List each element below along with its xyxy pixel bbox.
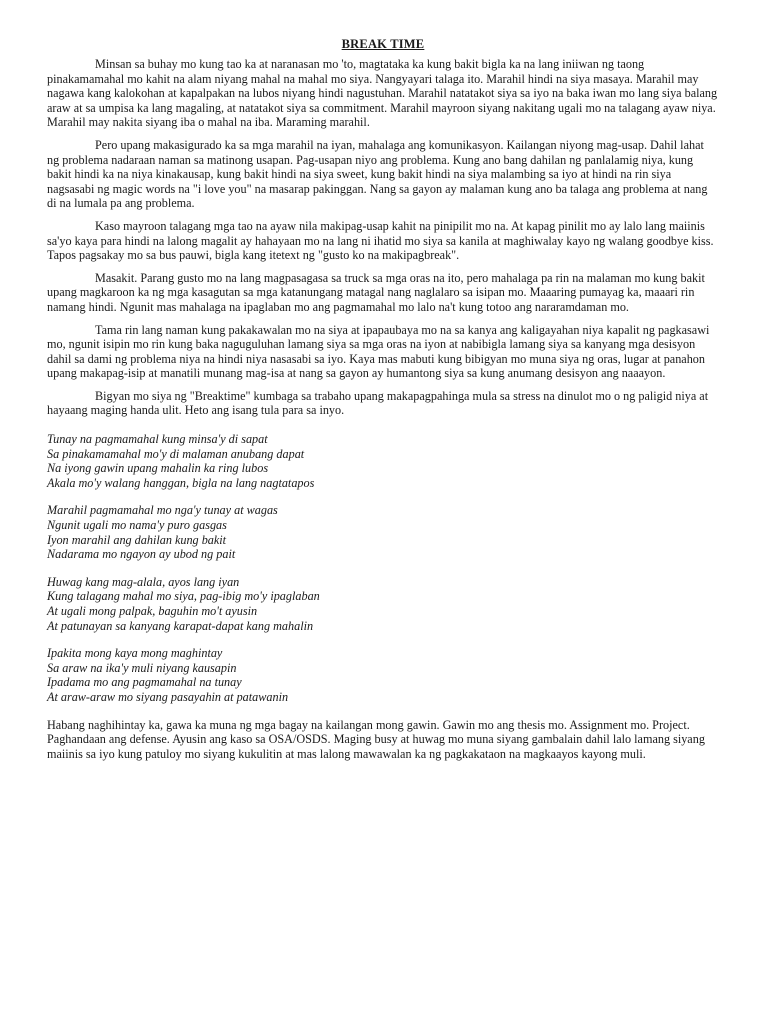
- poem-line: Nadarama mo ngayon ay ubod ng pait: [47, 547, 236, 562]
- document-title: BREAK TIME: [341, 37, 425, 51]
- poem-line: At patunayan sa kanyang karapat-dapat kang mahalin: [47, 618, 314, 633]
- poem-line: Ipakita mong kaya mong maghintay: [47, 646, 223, 661]
- poem-line: At ugali mong palpak, baguhin mo't ayusin: [47, 604, 258, 618]
- paragraph-5: Tama rin lang naman kung pakakawalan mo na siya at ipapaubaya mo na sa kanya ang kaligayahan niya kapalit ng pagkasawi mo, ngunit isipin mo rin kung baka naguguluhan lamang siya sa mga oras na iyon at nabibigla lamang siya sa kanyang mga desisyon dahil sa dami ng problema niya na hindi niya nasasabi sa iyo. Kaya mas mabuti kung bibigyan mo muna siya ng oras, lugar at panahon upang makapag-isip at manatili munang mag-isa at nang sa gayon ay humantong siya sa kung anumang desisyon ang naaayon.: [47, 322, 710, 381]
- paragraph-2: Pero upang makasigurado ka sa mga marahil na iyan, mahalaga ang komunikasyon. Kailangan niyong mag-usap. Dahil lahat ng problema nadaraan naman sa matinong usapan. Pag-usapan niyo ang problema. Kung ano bang dahilan ng panlalamig niya, kung bakit hindi ka na niya kinakausap, kung bakit hindi na siya sweet, kung bakit hindi na siya malambing sa iyo at hindi na rin siya nagsasabi ng magic words na "i love you" na masarap pakinggan. Nang sa gayon ay malaman kung ano ba talaga ang problema at nang di na lumala pa ang problema.: [47, 137, 708, 211]
- paragraph-1: Minsan sa buhay mo kung tao ka at naranasan mo 'to, magtataka ka kung bakit bigla ka na lang iniiwan ng taong pinakamamahal mo kahit na alam niyang mahal na mahal mo siya. Nangyayari talaga ito. Marahil hindi na siya masaya. Marahil may nagawa kang kalokohan at kapalpakan na lubos niyang hindi nagustuhan. Marahil natatakot siya sa iyo na baka iwan mo lang siya balang araw at sa umpisa ka lang magaling, at natatakot siya sa commitment. Marahil mayroon siyang nakitang ugali mo na talagang ayaw niya. Marahil may nakita siyang iba o mahal na iba. Maraming marahil.: [47, 57, 718, 130]
- poem-line: Iyon marahil ang dahilan kung bakit: [47, 532, 227, 547]
- paragraph-3: Kaso mayroon talagang mga tao na ayaw nila makipag-usap kahit na pinipilit mo na. At kapag pinilit mo ay lalo lang maiinis sa'yo kaya para hindi na lalong magalit ay hahayaan mo na lang ni ihatid mo siya sa kanila at maghiwalay kayo ng walang goodbye kiss. Tapos pagsakay mo sa bus pauwi, bigla kang itetext ng "gusto ko na makipagbreak".: [47, 218, 714, 263]
- poem-stanza-1: [47, 432, 719, 490]
- poem-line: Ipadama mo ang pagmamahal na tunay: [47, 675, 242, 690]
- closing-paragraph: Habang naghihintay ka, gawa ka muna ng mga bagay na kailangan mong gawin. Gawin mo ang thesis mo. Assignment mo. Project. Paghandaan ang defense. Ayusin ang kaso sa OSA/OSDS. Maging busy at huwag mo muna siyang gambalain dahil lalo lamang siyang maiinis sa iyo kung patuloy mo siyang kukulitin at mas lalong mawawalan ka ng pagkakataon na magkaayos kayong muli.: [47, 717, 705, 761]
- poem-line: Na iyong gawin upang mahalin ka ring lubos: [47, 461, 269, 476]
- poem-line: Huwag kang mag-alala, ayos lang iyan: [47, 574, 240, 589]
- poem-line: Sa araw na ika'y muli niyang kausapin: [47, 660, 237, 675]
- document-page: [47, 36, 719, 761]
- poem-line: At araw-araw mo siyang pasayahin at patawanin: [47, 689, 289, 704]
- poem-line: Marahil pagmamahal mo nga'y tunay at wagas: [47, 503, 278, 518]
- paragraph-4: Masakit. Parang gusto mo na lang magpasagasa sa truck sa mga oras na ito, pero mahalaga pa rin na malaman mo kung bakit upang magkaroon ka ng mga kasagutan sa mga katanungang matagal nang naglalaro sa isipan mo. Maaaring pumayag ka, maaari rin namang hindi. Ngunit mas mahalaga na ipaglaban mo ang pagmamahal mo lalo na't kung totoo ang nararamdaman mo.: [47, 270, 705, 314]
- poem-line: Ngunit ugali mo nama'y puro gasgas: [47, 518, 227, 533]
- poem-stanza-4: [47, 646, 719, 704]
- paragraph-6: Bigyan mo siya ng "Breaktime" kumbaga sa trabaho upang makapagpahinga mula sa stress na dinulot mo o ng paligid niya at hayaang maging handa ulit. Heto ang isang tula para sa inyo.: [47, 388, 709, 418]
- poem-line: Sa pinakamamahal mo'y di malaman anubang dapat: [47, 446, 305, 461]
- poem-line: Tunay na pagmamahal kung minsa'y di sapat: [47, 432, 268, 447]
- poem-line: Akala mo'y walang hanggan, bigla na lang nagtatapos: [47, 475, 315, 490]
- poem-stanza-3: [47, 575, 719, 633]
- poem-line: Kung talagang mahal mo siya, pag-ibig mo'y ipaglaban: [47, 589, 320, 604]
- poem-stanza-2: [47, 503, 719, 561]
